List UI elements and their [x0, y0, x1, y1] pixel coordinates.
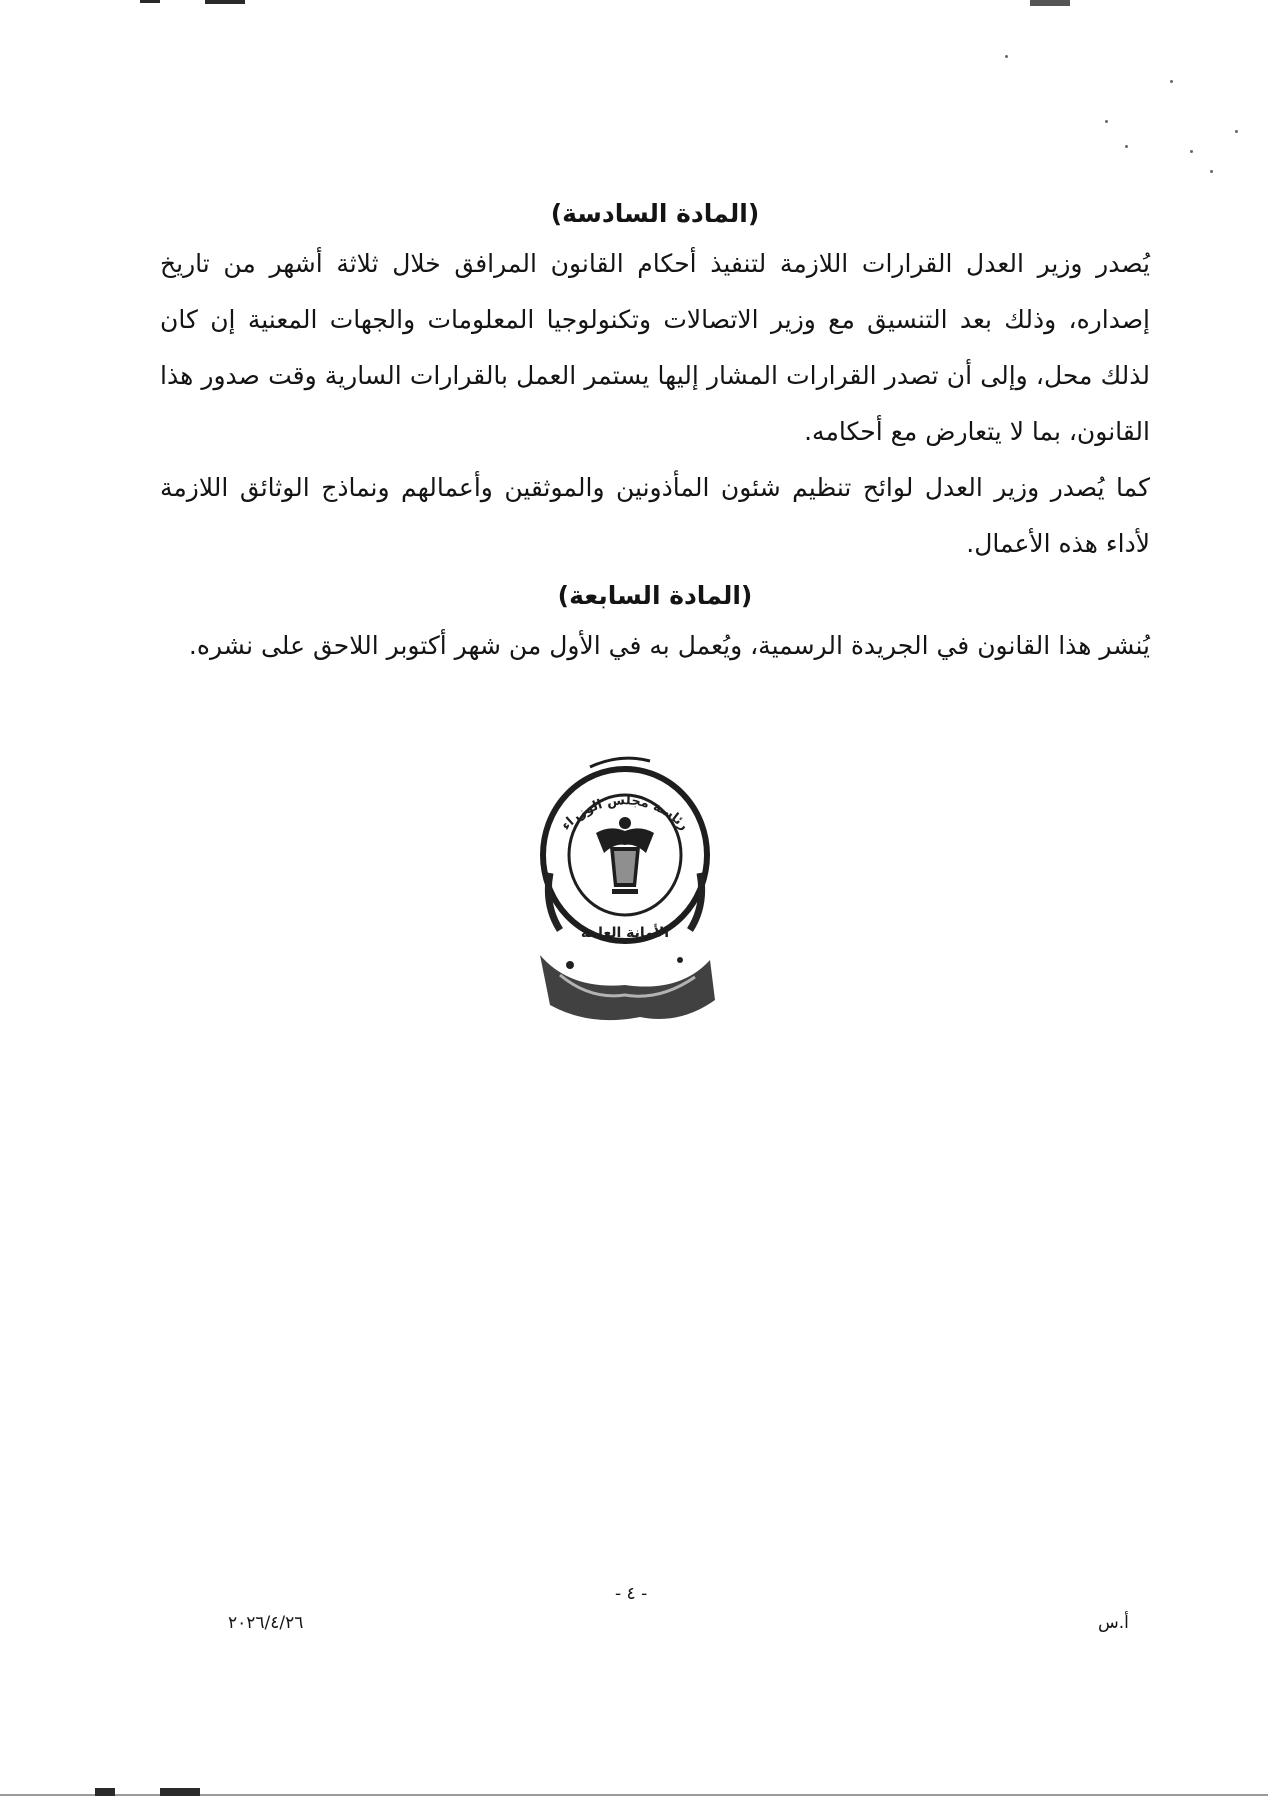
eagle-emblem-icon	[596, 817, 654, 894]
article-paragraph: يُصدر وزير العدل القرارات اللازمة لتنفيذ أحكام القانون المرافق خلال ثلاثة أشهر من تاريخ إصداره، وذلك بعد التنسيق مع وزير الاتصالات وتكنولوجيا المعلومات والجهات المعنية إن كان لذلك محل، وإلى أن تصدر القرارات المشار إليها يستمر العمل بالقرارات السارية وقت صدور هذا القانون، بما لا يتعارض مع أحكامه.	[160, 249, 1150, 446]
article-paragraph: كما يُصدر وزير العدل لوائح تنظيم شئون المأذونين والموثقين وأعمالهم ونماذج الوثائق اللازمة لأداء هذه الأعمال.	[160, 473, 1150, 558]
seal-stamp-icon	[530, 755, 720, 1050]
svg-text:رئاسة مجلس الوزراء: رئاسة مجلس الوزراء	[558, 793, 692, 834]
scan-speck	[1170, 80, 1173, 83]
article-sixth	[160, 194, 1150, 572]
scan-edge-mark	[140, 0, 160, 3]
article-seventh	[160, 576, 1150, 674]
scan-edge-mark	[205, 0, 245, 4]
scan-edge-mark	[160, 1788, 200, 1796]
scan-edge-mark	[95, 1788, 115, 1796]
footer-date: ٢٠٢٦/٤/٢٦	[228, 1613, 304, 1633]
official-seal	[530, 755, 720, 1050]
article-heading: (المادة السابعة)	[557, 581, 753, 610]
scan-speck	[1190, 150, 1193, 153]
scan-speck	[1005, 55, 1008, 58]
scan-speck	[1235, 130, 1238, 133]
svg-text:الأمانة العامة: الأمانة العامة	[580, 925, 670, 941]
page-number: - ٤ -	[615, 1584, 648, 1604]
footer-initials: أ.س	[1098, 1613, 1129, 1633]
scan-speck	[1210, 170, 1213, 173]
article-heading: (المادة السادسة)	[550, 199, 760, 228]
scan-edge-mark	[1030, 0, 1070, 6]
scan-speck	[1125, 145, 1128, 148]
scan-speck	[1105, 120, 1108, 123]
article-paragraph: يُنشر هذا القانون في الجريدة الرسمية، ويُعمل به في الأول من شهر أكتوبر اللاحق على نشره.	[188, 631, 1150, 660]
